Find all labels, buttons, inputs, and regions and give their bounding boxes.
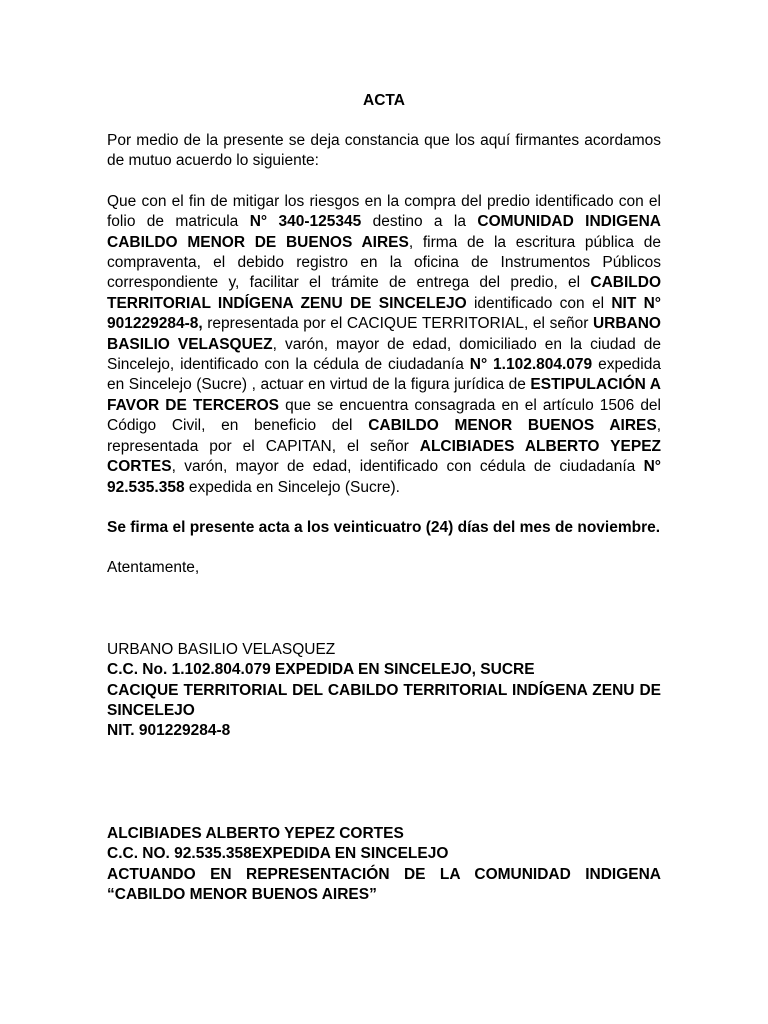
body-paragraph: [107, 192, 661, 498]
capitan-id-number: N° 92.535.358: [107, 458, 661, 496]
signer-nit: NIT. 901229284-8: [107, 722, 231, 740]
signer-name: URBANO BASILIO VELASQUEZ: [107, 640, 336, 658]
body-text: destino a la: [361, 213, 478, 231]
signature-block-capitan: [107, 824, 661, 906]
body-text: expedida en Sincelejo (Sucre).: [184, 478, 400, 496]
nit-number: NIT N° 901229284-8,: [107, 294, 662, 333]
body-text: representada por el CACIQUE TERRITORIAL, el señor: [202, 315, 593, 333]
signer-name: ALCIBIADES ALBERTO YEPEZ CORTES: [107, 824, 404, 842]
signer-role-continued: “CABILDO MENOR BUENOS AIRES”: [107, 885, 377, 903]
cacique-id-number: N° 1.102.804.079: [469, 356, 593, 374]
cabildo-menor-name: CABILDO MENOR BUENOS AIRES: [368, 417, 657, 435]
signer-id: C.C. No. 1.102.804.079 EXPEDIDA EN SINCELEJO, SUCRE: [107, 661, 535, 679]
body-text: , varón, mayor de edad, identificado con cédula de ciudadanía: [171, 458, 644, 476]
body-text: , varón, mayor de edad, domiciliado en la ciudad de Sincelejo, identificado con la cédula de ciudadanía: [107, 335, 662, 374]
community-name: COMUNIDAD INDIGENA CABILDO MENOR DE BUENOS AIRES: [107, 213, 661, 251]
signature-block-cacique: [107, 640, 661, 742]
closing-statement: Se firma el presente acta a los veinticuatro (24) días del mes de noviembre.: [107, 518, 661, 536]
folio-number: N° 340-125345: [249, 213, 362, 231]
cacique-name: URBANO BASILIO VELASQUEZ: [107, 315, 661, 353]
body-text: , firma de la escritura pública de compraventa, el debido registro en la oficina de Instrumentos Públicos correspondiente y, facilitar el trámite de entrega del predio, el: [107, 233, 661, 292]
body-text: expedida en Sincelejo (Sucre) , actuar en virtud de la figura jurídica de: [107, 356, 661, 394]
intro-paragraph: Por medio de la presente se deja constancia que los aquí firmantes acordamos de mutuo acuerdo lo siguiente:: [107, 132, 661, 170]
body-text: que se encuentra consagrada en el artículo 1506 del Código Civil, en beneficio del: [107, 396, 661, 435]
body-text: identificado con el: [466, 294, 612, 312]
body-text: Que con el fin de mitigar los riesgos en la compra del predio identificado con el folio de matricula: [107, 192, 661, 231]
body-text: , representada por el CAPITAN, el señor: [107, 417, 662, 455]
greeting: Atentamente,: [107, 559, 200, 577]
document-title: ACTA: [363, 92, 405, 109]
signer-id: C.C. NO. 92.535.358EXPEDIDA EN SINCELEJO: [107, 845, 449, 863]
signer-role: CACIQUE TERRITORIAL DEL CABILDO TERRITORIAL INDÍGENA ZENU DE: [107, 681, 661, 699]
document-page: [107, 91, 661, 905]
legal-figure: ESTIPULACIÓN A FAVOR DE TERCEROS: [107, 376, 661, 414]
signer-role: ACTUANDO EN REPRESENTACIÓN DE LA COMUNIDAD INDIGENA: [107, 865, 661, 883]
cabildo-territorial-name: CABILDO TERRITORIAL INDÍGENA ZENU DE SINCELEJO: [107, 274, 661, 312]
capitan-name: ALCIBIADES ALBERTO YEPEZ CORTES: [107, 437, 661, 476]
signer-role-continued: SINCELEJO: [107, 701, 195, 719]
